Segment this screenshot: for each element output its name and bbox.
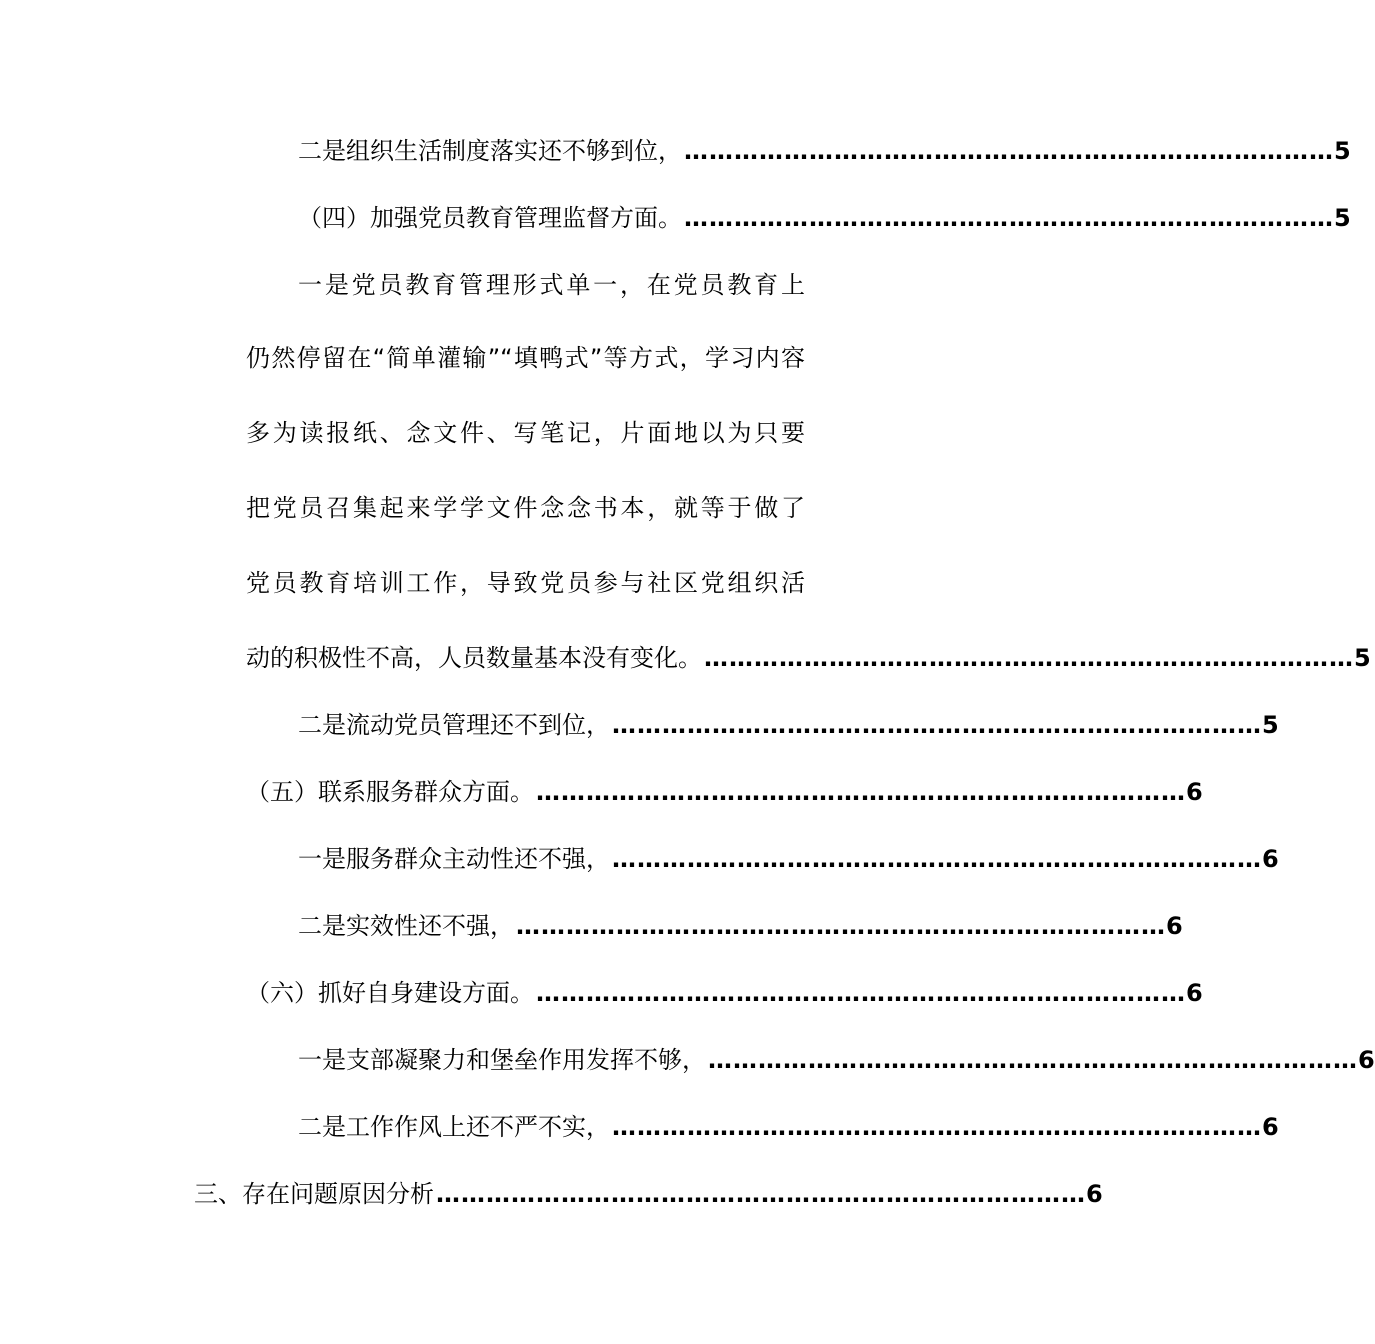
toc-entry[interactable] [298, 839, 1279, 879]
toc-page-number: 5 [1334, 137, 1351, 165]
toc-leader-dots: …………………………………………………………………… [516, 912, 1166, 940]
paragraph-line-text: 一是党员教育管理形式单一，在党员教育上 [298, 271, 805, 299]
paragraph-line-text: 仍然停留在“简单灌输”“填鸭式”等方式，学习内容 [246, 344, 805, 372]
toc-entry-text: （六）抓好自身建设方面。 [246, 979, 534, 1007]
toc-paragraph-line[interactable] [298, 265, 805, 305]
toc-entry-text: 一是服务群众主动性还不强， [298, 845, 610, 873]
toc-page-number: 5 [1262, 711, 1279, 739]
toc-leader-dots: …………………………………………………………………… [684, 204, 1334, 232]
toc-paragraph-line[interactable] [246, 563, 805, 603]
toc-page-number: 6 [1262, 1113, 1279, 1141]
toc-leader-dots: …………………………………………………………………… [536, 778, 1186, 806]
toc-leader-dots: …………………………………………………………………… [612, 845, 1262, 873]
toc-paragraph-line[interactable] [246, 413, 805, 453]
toc-entry[interactable] [298, 1040, 1375, 1080]
toc-entry-text: 二是工作作风上还不严不实， [298, 1113, 610, 1141]
toc-page-number: 5 [1334, 204, 1351, 232]
toc-entry-text: （四）加强党员教育管理监督方面。 [298, 204, 682, 232]
toc-entry-text: 二是流动党员管理还不到位， [298, 711, 610, 739]
toc-leader-dots: …………………………………………………………………… [536, 979, 1186, 1007]
toc-leader-dots: …………………………………………………………………… [708, 1046, 1358, 1074]
toc-page-number: 6 [1262, 845, 1279, 873]
toc-leader-dots: …………………………………………………………………… [704, 644, 1354, 672]
toc-page-number: 6 [1086, 1180, 1103, 1208]
toc-entry-text: 一是支部凝聚力和堡垒作用发挥不够， [298, 1046, 706, 1074]
toc-entry-text: 二是组织生活制度落实还不够到位， [298, 137, 682, 165]
toc-leader-dots: …………………………………………………………………… [436, 1180, 1086, 1208]
toc-entry[interactable] [298, 198, 1351, 238]
toc-entry[interactable] [298, 1107, 1279, 1147]
paragraph-line-text: 多为读报纸、念文件、写笔记，片面地以为只要 [246, 419, 805, 447]
paragraph-line-text: 党员教育培训工作，导致党员参与社区党组织活 [246, 569, 805, 597]
paragraph-line-text: 把党员召集起来学学文件念念书本，就等于做了 [246, 494, 805, 522]
toc-entry[interactable] [298, 906, 1183, 946]
toc-page-number: 5 [1354, 644, 1371, 672]
toc-entry-text: 三、存在问题原因分析 [194, 1180, 434, 1208]
toc-page-number: 6 [1186, 979, 1203, 1007]
toc-paragraph-last-line[interactable] [246, 638, 1371, 678]
toc-entry-text: （五）联系服务群众方面。 [246, 778, 534, 806]
paragraph-line-text: 动的积极性不高，人员数量基本没有变化。 [246, 644, 702, 672]
toc-entry[interactable] [246, 973, 1203, 1013]
toc-paragraph-line[interactable] [246, 338, 805, 378]
toc-entry[interactable] [246, 772, 1203, 812]
toc-leader-dots: …………………………………………………………………… [612, 711, 1262, 739]
toc-paragraph-line[interactable] [246, 488, 805, 528]
toc-page-number: 6 [1358, 1046, 1375, 1074]
toc-page-number: 6 [1166, 912, 1183, 940]
toc-entry[interactable] [298, 131, 1351, 171]
toc-entry[interactable] [298, 705, 1279, 745]
toc-entry[interactable] [194, 1174, 1103, 1214]
toc-leader-dots: …………………………………………………………………… [612, 1113, 1262, 1141]
toc-entry-text: 二是实效性还不强， [298, 912, 514, 940]
toc-page-number: 6 [1186, 778, 1203, 806]
toc-leader-dots: …………………………………………………………………… [684, 137, 1334, 165]
